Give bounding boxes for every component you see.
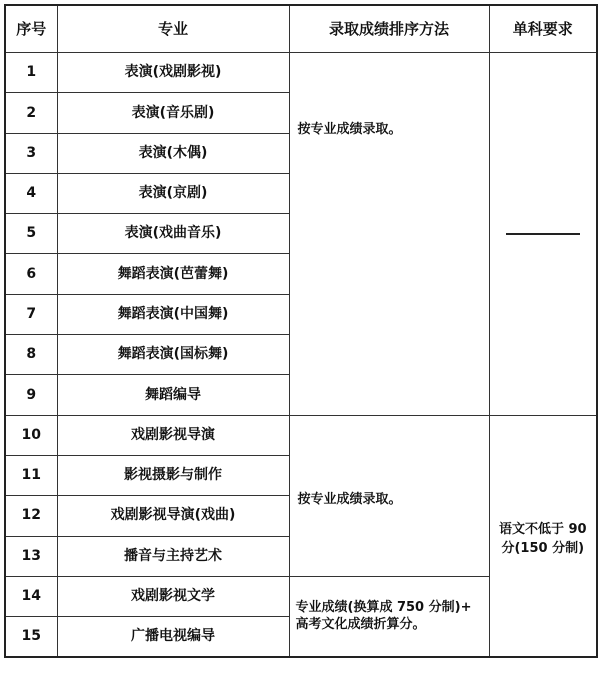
- method-cell-group2: [289, 415, 489, 576]
- major-name: 舞蹈表演(芭蕾舞): [57, 254, 289, 294]
- row-number: 15: [5, 617, 57, 658]
- major-name: 戏剧影视导演: [57, 415, 289, 455]
- row-number: 2: [5, 93, 57, 133]
- row-number: 12: [5, 496, 57, 536]
- major-name: 戏剧影视导演(戏曲): [57, 496, 289, 536]
- admission-table: [4, 4, 598, 658]
- requirement-cell-group2: [489, 415, 597, 657]
- major-name: 表演(音乐剧): [57, 93, 289, 133]
- row-number: 4: [5, 173, 57, 213]
- major-name: 广播电视编导: [57, 617, 289, 658]
- header-row: [5, 5, 597, 53]
- major-name: 表演(木偶): [57, 133, 289, 173]
- header-method: 录取成绩排序方法: [289, 5, 489, 53]
- major-name: 播音与主持艺术: [57, 536, 289, 576]
- method-text: 按专业成绩录取。: [297, 491, 402, 507]
- header-no: 序号: [5, 5, 57, 53]
- major-name: 戏剧影视文学: [57, 576, 289, 616]
- requirement-cell-group1: [489, 53, 597, 416]
- row-number: 9: [5, 375, 57, 415]
- header-major: 专业: [57, 5, 289, 53]
- method-cell-group3: [289, 576, 489, 657]
- row-number: 8: [5, 335, 57, 375]
- row-number: 3: [5, 133, 57, 173]
- header-requirement: 单科要求: [489, 5, 597, 53]
- major-name: 舞蹈表演(中国舞): [57, 294, 289, 334]
- major-name: 表演(戏曲音乐): [57, 214, 289, 254]
- table-row: [5, 415, 597, 455]
- major-name: 影视摄影与制作: [57, 455, 289, 495]
- row-number: 6: [5, 254, 57, 294]
- row-number: 10: [5, 415, 57, 455]
- method-line-2: 高考文化成绩折算分。: [295, 617, 426, 633]
- method-text: 按专业成绩录取。: [297, 122, 402, 137]
- row-number: 7: [5, 294, 57, 334]
- major-name: 表演(京剧): [57, 173, 289, 213]
- row-number: 14: [5, 576, 57, 616]
- method-line-1: 专业成绩(换算成 750 分制)+: [295, 599, 472, 615]
- table-row: [5, 53, 597, 93]
- major-name: 舞蹈表演(国标舞): [57, 335, 289, 375]
- requirement-line-1: 语文不低于 90: [498, 521, 587, 537]
- row-number: 11: [5, 455, 57, 495]
- major-name: 舞蹈编导: [57, 375, 289, 415]
- major-name: 表演(戏剧影视): [57, 53, 289, 93]
- requirement-line-2: 分(150 分制): [501, 541, 585, 557]
- dash-mark: [506, 233, 580, 235]
- row-number: 5: [5, 214, 57, 254]
- method-cell-group1: [289, 53, 489, 416]
- row-number: 13: [5, 536, 57, 576]
- row-number: 1: [5, 53, 57, 93]
